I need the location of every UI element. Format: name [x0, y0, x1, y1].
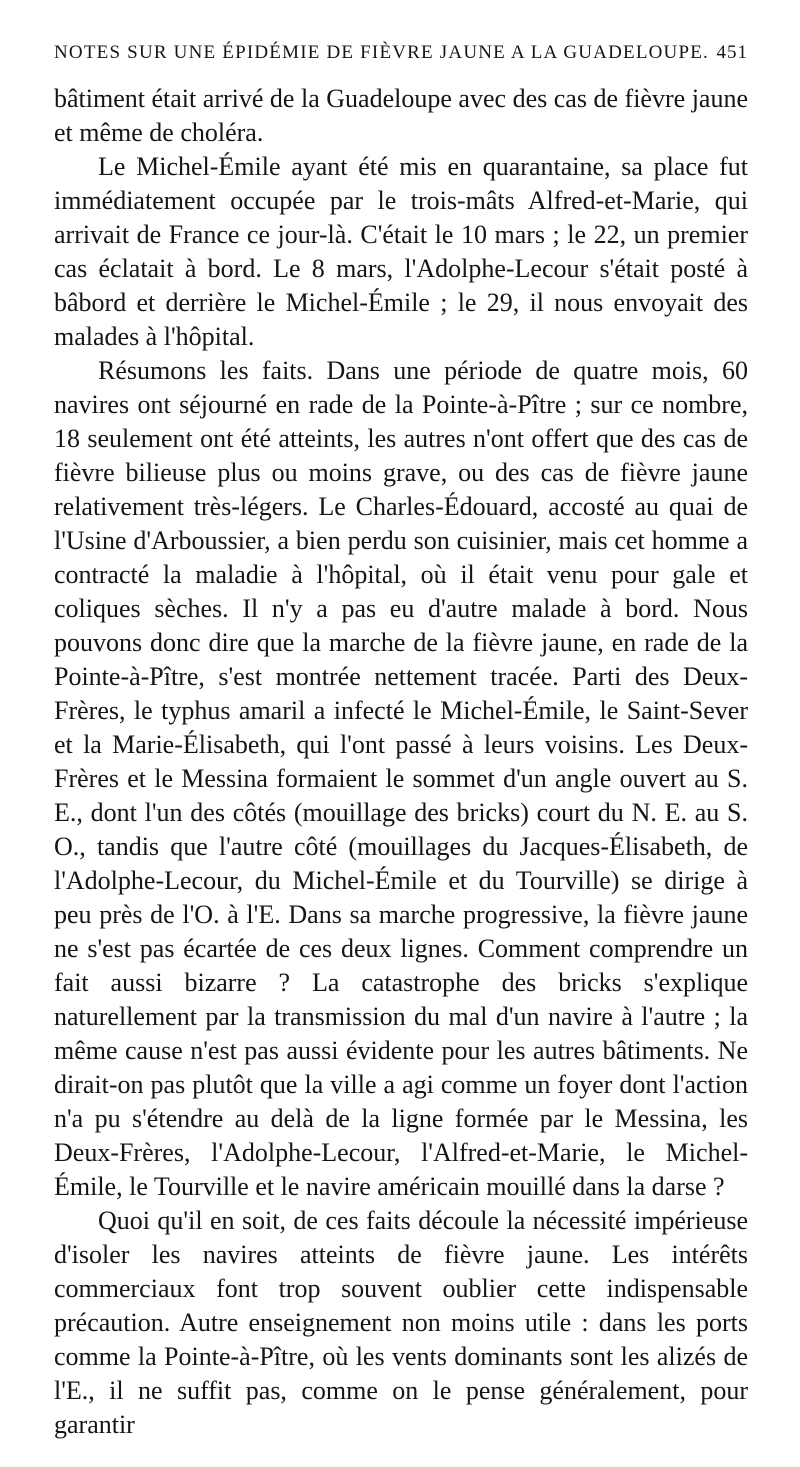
running-title: NOTES SUR UNE ÉPIDÉMIE DE FIÈVRE JAUNE A LA GUADELOUPE. — [54, 42, 709, 63]
running-header — [54, 42, 748, 82]
paragraph-1: bâtiment était arrivé de la Guadeloupe avec des cas de fièvre jaune et même de choléra. — [54, 84, 748, 147]
paragraph-3: Résumons les faits. Dans une période de quatre mois, 60 navires ont séjourné en rade de la Pointe-à-Pître ; sur ce nombre, 18 seulement ont été atteints, les autres n'ont offert que des cas de fièvre bilieuse plus ou moins grave, ou des cas de fièvre jaune relativement très-légers. Le Charles-Édouard, accosté au quai de l'Usine d'Arboussier, a bien perdu son cuisinier, mais cet homme a contracté la maladie à l'hôpital, où il était venu pour gale et coliques sèches. Il n'y a pas eu d'autre malade à bord. Nous pouvons donc dire que la marche de la fièvre jaune, en rade de la Pointe-à-Pître, s'est montrée nettement tracée. Parti des Deux-Frères, le typhus amaril a infecté le Michel-Émile, le Saint-Sever et la Marie-Élisabeth, qui l'ont passé à leurs voisins. Les Deux-Frères et le Messina formaient le sommet d'un angle ouvert au S. E., dont l'un des côtés (mouillage des bricks) court du N. E. au S. O., tandis que l'autre côté (mouillages du Jacques-Élisabeth, de l'Adolphe-Lecour, du Michel-Émile et du Tourville) se dirige à peu près de l'O. à l'E. Dans sa marche progressive, la fièvre jaune ne s'est pas écartée de ces deux lignes. Comment comprendre un fait aussi bizarre ? La catastrophe des bricks s'explique naturellement par la transmission du mal d'un navire à l'autre ; la même cause n'est pas aussi évidente pour les autres bâtiments. Ne dirait-on pas plutôt que la ville a agi comme un foyer dont l'action n'a pu s'étendre au delà de la ligne formée par le Messina, les Deux-Frères, l'Adolphe-Lecour, l'Alfred-et-Marie, le Michel-Émile, le Tourville et le navire américain mouillé dans la darse ? — [54, 356, 748, 1201]
paragraph-4: Quoi qu'il en soit, de ces faits découle la nécessité impérieuse d'isoler les navires atteints de fièvre jaune. Les intérêts commerciaux font trop souvent oublier cette indispensable précaution. Autre enseignement non moins utile : dans les ports comme la Pointe-à-Pître, où les vents dominants sont les alizés de l'E., il ne suffit pas, comme on le pense généralement, pour garantir — [54, 1206, 748, 1439]
paragraph-2: Le Michel-Émile ayant été mis en quarantaine, sa place fut immédiatement occupée par le trois-mâts Alfred-et-Marie, qui arrivait de France ce jour-là. C'était le 10 mars ; le 22, un premier cas éclatait à bord. Le 8 mars, l'Adolphe-Lecour s'était posté à bâbord et derrière le Michel-Émile ; le 29, il nous envoyait des malades à l'hôpital. — [54, 152, 748, 351]
body-text — [54, 82, 748, 1442]
page-number: 451 — [716, 42, 748, 63]
